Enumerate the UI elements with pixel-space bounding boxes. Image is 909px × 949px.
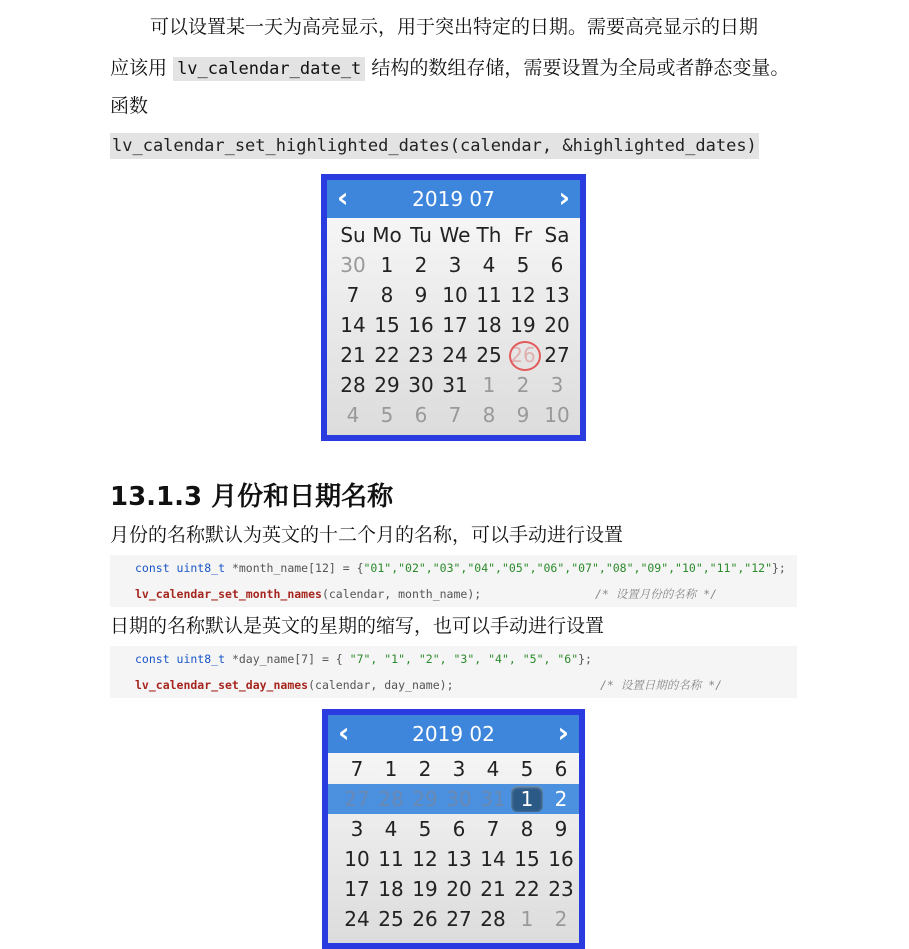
paragraph-line: 函数 <box>110 95 149 117</box>
calendar-day-cell[interactable]: 29 <box>374 373 400 397</box>
calendar-day-cell[interactable]: 30 <box>340 253 366 277</box>
calendar-day-cell[interactable]: 1 <box>482 373 496 397</box>
calendar-day-cell[interactable]: 2 <box>414 253 428 277</box>
calendar-day-cell[interactable]: 31 <box>442 373 468 397</box>
calendar-body <box>328 715 579 943</box>
calendar-day-cell[interactable]: 9 <box>554 817 568 841</box>
calendar-day-cell[interactable]: 17 <box>442 313 468 337</box>
calendar-day-cell[interactable]: 20 <box>544 313 570 337</box>
day-name-label: 6 <box>554 757 568 781</box>
calendar-day-cell[interactable]: 16 <box>548 847 574 871</box>
day-name-label: 5 <box>520 757 534 781</box>
calendar-day-cell[interactable]: 3 <box>448 253 462 277</box>
calendar-day-cell[interactable]: 12 <box>510 283 536 307</box>
calendar-title: 2019 07 <box>412 187 495 211</box>
paragraph-line: 可以设置某一天为高亮显示，用于突出特定的日期。需要高亮显示的日期 <box>150 16 759 38</box>
code-keyword: const uint8_t <box>135 652 226 666</box>
calendar-day-cell[interactable]: 8 <box>520 817 534 841</box>
calendar-day-cell[interactable]: 28 <box>480 907 506 931</box>
day-name-label: 1 <box>384 757 398 781</box>
calendar-day-cell[interactable]: 9 <box>414 283 428 307</box>
day-name-label: Su <box>340 223 366 247</box>
calendar-header <box>327 180 580 218</box>
calendar-day-cell[interactable]: 20 <box>446 877 472 901</box>
calendar-day-cell[interactable]: 30 <box>446 787 472 811</box>
code-block-day-names <box>110 646 797 698</box>
calendar-day-cell[interactable]: 14 <box>340 313 366 337</box>
calendar-day-cell[interactable]: 16 <box>408 313 434 337</box>
calendar-day-cell[interactable]: 10 <box>442 283 468 307</box>
chevron-left-icon[interactable]: ‹ <box>338 716 350 749</box>
paragraph-text: 应该用 <box>110 57 168 79</box>
calendar-day-cell[interactable]: 2 <box>516 373 530 397</box>
calendar-day-cell[interactable]: 28 <box>378 787 404 811</box>
calendar-title: 2019 02 <box>412 722 495 746</box>
calendar-day-cell[interactable]: 31 <box>480 787 506 811</box>
code-text: }; <box>772 561 786 575</box>
calendar-day-cell[interactable]: 19 <box>412 877 438 901</box>
calendar-day-cell[interactable]: 11 <box>476 283 502 307</box>
calendar-widget-february <box>322 709 585 949</box>
week-row <box>336 340 580 370</box>
week-row <box>336 400 580 430</box>
calendar-grid <box>328 753 579 934</box>
chevron-left-icon[interactable]: ‹ <box>337 181 349 214</box>
calendar-day-cell[interactable]: 23 <box>548 877 574 901</box>
day-name-label: Tu <box>410 223 432 247</box>
calendar-day-cell[interactable]: 10 <box>344 847 370 871</box>
calendar-day-cell[interactable]: 6 <box>414 403 428 427</box>
calendar-day-cell[interactable]: 28 <box>340 373 366 397</box>
calendar-day-cell[interactable]: 18 <box>378 877 404 901</box>
code-line <box>110 555 797 581</box>
calendar-day-cell[interactable]: 1 <box>511 786 543 812</box>
code-function: lv_calendar_set_day_names <box>135 678 309 692</box>
paragraph-line: 月份的名称默认为英文的十二个月的名称，可以手动进行设置 <box>110 524 624 546</box>
calendar-day-cell[interactable]: 23 <box>408 343 434 367</box>
calendar-day-cell[interactable]: 1 <box>380 253 394 277</box>
code-comment: /* 设置日期的名称 */ <box>600 678 723 692</box>
inline-code: lv_calendar_date_t <box>173 57 365 81</box>
calendar-day-cell[interactable]: 13 <box>446 847 472 871</box>
code-text: *day_name[7] = { <box>225 652 350 666</box>
day-name-label: Mo <box>372 223 402 247</box>
calendar-header <box>328 715 579 753</box>
function-call-code: lv_calendar_set_highlighted_dates(calendar, &highlighted_dates) <box>110 133 759 159</box>
calendar-day-cell[interactable]: 6 <box>452 817 466 841</box>
code-text: (calendar, month_name); <box>321 587 482 601</box>
calendar-day-cell[interactable]: 12 <box>412 847 438 871</box>
week-row <box>336 310 580 340</box>
calendar-day-cell[interactable]: 19 <box>510 313 536 337</box>
calendar-day-cell[interactable]: 15 <box>374 313 400 337</box>
calendar-day-cell[interactable]: 3 <box>350 817 364 841</box>
calendar-day-cell[interactable]: 25 <box>378 907 404 931</box>
calendar-day-cell[interactable]: 24 <box>344 907 370 931</box>
calendar-day-cell[interactable]: 9 <box>516 403 530 427</box>
day-name-label: We <box>439 223 471 247</box>
code-text: *month_name[12] = { <box>225 561 364 575</box>
calendar-day-cell[interactable]: 3 <box>550 373 564 397</box>
day-name-label: Th <box>476 223 502 247</box>
calendar-day-cell[interactable]: 5 <box>516 253 530 277</box>
calendar-day-cell[interactable]: 8 <box>482 403 496 427</box>
calendar-day-cell[interactable]: 5 <box>418 817 432 841</box>
calendar-day-cell[interactable]: 25 <box>476 343 502 367</box>
calendar-day-cell[interactable]: 30 <box>408 373 434 397</box>
day-name-label: Fr <box>513 223 533 247</box>
code-keyword: const uint8_t <box>135 561 226 575</box>
calendar-grid <box>327 218 580 430</box>
chevron-right-icon[interactable]: › <box>558 181 570 214</box>
calendar-body <box>327 180 580 435</box>
week-row <box>328 814 579 844</box>
code-comment: /* 设置月份的名称 */ <box>595 587 718 601</box>
code-line <box>110 646 797 672</box>
calendar-day-cell[interactable]: 10 <box>544 403 570 427</box>
code-function: lv_calendar_set_month_names <box>135 587 322 601</box>
calendar-day-cell[interactable]: 22 <box>514 877 540 901</box>
calendar-day-cell[interactable]: 4 <box>384 817 398 841</box>
day-names-row <box>328 754 579 784</box>
calendar-day-cell[interactable]: 8 <box>380 283 394 307</box>
code-text: }; <box>578 652 592 666</box>
day-names-row <box>336 220 580 250</box>
calendar-day-cell[interactable]: 27 <box>446 907 472 931</box>
calendar-day-cell[interactable]: 6 <box>550 253 564 277</box>
chevron-right-icon[interactable]: › <box>557 716 569 749</box>
calendar-day-cell[interactable]: 15 <box>514 847 540 871</box>
calendar-day-cell[interactable]: 26 <box>506 340 540 370</box>
calendar-day-cell[interactable]: 1 <box>520 907 534 931</box>
code-line <box>110 581 797 607</box>
day-name-label: 2 <box>418 757 432 781</box>
day-name-label: Sa <box>544 223 570 247</box>
paragraph-line: 日期的名称默认是英文的星期的缩写，也可以手动进行设置 <box>110 615 605 637</box>
calendar-day-cell[interactable]: 26 <box>412 907 438 931</box>
calendar-day-cell[interactable]: 24 <box>442 343 468 367</box>
week-row <box>328 874 579 904</box>
calendar-day-cell[interactable]: 11 <box>378 847 404 871</box>
calendar-day-cell[interactable]: 13 <box>544 283 570 307</box>
code-line <box>110 672 797 698</box>
calendar-day-cell[interactable]: 4 <box>482 253 496 277</box>
code-string: "01","02","03","04","05","06","07","08","09","10","11","12" <box>363 561 772 575</box>
paragraph-text: 结构的数组存储，需要设置为全局或者静态变量。 <box>371 57 790 79</box>
calendar-widget-july <box>321 174 586 441</box>
day-name-label: 4 <box>486 757 500 781</box>
week-row <box>328 904 579 934</box>
calendar-day-cell[interactable]: 7 <box>346 283 360 307</box>
day-name-label: 7 <box>350 757 364 781</box>
calendar-day-cell[interactable]: 29 <box>412 787 438 811</box>
week-row <box>336 280 580 310</box>
calendar-day-cell[interactable]: 14 <box>480 847 506 871</box>
calendar-day-cell[interactable]: 27 <box>544 343 570 367</box>
calendar-day-cell[interactable]: 22 <box>374 343 400 367</box>
calendar-day-cell[interactable]: 21 <box>480 877 506 901</box>
week-row <box>328 844 579 874</box>
calendar-day-cell[interactable]: 7 <box>448 403 462 427</box>
calendar-day-cell[interactable]: 2 <box>554 907 568 931</box>
calendar-day-cell[interactable]: 2 <box>554 787 568 811</box>
calendar-day-cell[interactable]: 4 <box>346 403 360 427</box>
calendar-day-cell[interactable]: 21 <box>340 343 366 367</box>
code-text: (calendar, day_name); <box>308 678 454 692</box>
paragraph-line <box>110 56 789 81</box>
code-string: "7", "1", "2", "3", "4", "5", "6" <box>349 652 579 666</box>
calendar-day-cell[interactable]: 7 <box>486 817 500 841</box>
code-block-month-names <box>110 555 797 607</box>
current-week-row <box>328 784 579 814</box>
calendar-day-cell[interactable]: 27 <box>344 787 370 811</box>
calendar-day-cell[interactable]: 17 <box>344 877 370 901</box>
calendar-day-cell[interactable]: 5 <box>380 403 394 427</box>
week-row <box>336 250 580 280</box>
day-name-label: 3 <box>452 757 466 781</box>
section-title: 13.1.3 月份和日期名称 <box>110 482 394 512</box>
calendar-day-cell[interactable]: 18 <box>476 313 502 337</box>
week-row <box>336 370 580 400</box>
